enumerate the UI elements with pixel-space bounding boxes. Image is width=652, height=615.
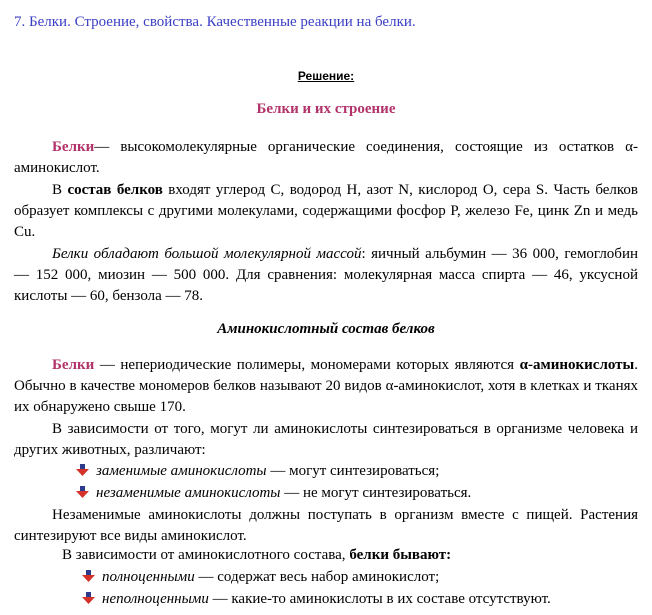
arrow-down-bullet-icon	[76, 486, 89, 499]
list-item	[76, 483, 471, 504]
types-pre: В зависимости от аминокислотного состава,	[62, 547, 350, 563]
mass-italic: Белки обладают большой молекулярной массой	[52, 246, 362, 262]
bullet-text: — содержат весь набор аминокислот;	[194, 569, 440, 585]
arrow-down-bullet-icon	[76, 464, 89, 477]
solution-label: Решение:	[297, 69, 355, 83]
bullet-text: — могут синтезироваться;	[266, 463, 440, 479]
composition-text: входят углерод C, водород H, азот N, кислород O, сера S. Часть белков образует комплексы с другими молекулами, содержащими фосфор P, железо Fe, цинк Zn и медь Cu.	[14, 182, 639, 240]
bullet-term: заменимые аминокислоты	[96, 463, 267, 479]
definition-text: — высокомолекулярные органические соединения, состоящие из остатков α-аминокислот.	[14, 139, 638, 176]
task-title: 7. Белки. Строение, свойства. Качественные реакции на белки.	[14, 14, 416, 30]
section-heading-structure: Белки и их строение	[256, 101, 396, 117]
arrow-down-bullet-icon	[82, 570, 95, 583]
composition-pre: В	[52, 182, 68, 198]
polymers-mid: — непериодические полимеры, мономерами которых являются	[94, 357, 520, 373]
paragraph-definition	[14, 137, 638, 179]
bullet-term: неполноценными	[102, 591, 209, 607]
bullet-text: — не могут синтезироваться.	[280, 485, 472, 501]
list-item	[82, 567, 439, 588]
bullet-term: незаменимые аминокислоты	[96, 485, 281, 501]
paragraph-polymers	[14, 355, 638, 418]
paragraph-mass	[14, 244, 638, 307]
paragraph-essential: Незаменимые аминокислоты должны поступать в организм вместе с пищей. Растения синтезируют все виды аминокислот.	[14, 507, 638, 544]
mass-text: : яичный альбумин — 36 000, гемоглобин — 152 000, миозин — 500 000. Для сравнения: молекулярная масса спирта — 46, уксусной кислоты — 60, бензола — 78.	[14, 246, 638, 304]
composition-bold: состав белков	[67, 182, 163, 198]
amino-acids-bold: α-аминокислоты	[519, 357, 635, 373]
term-proteins: Белки	[52, 139, 95, 155]
polymers-text: . Обычно в качестве мономеров белков называют 20 видов α-аминокислот, хотя в клетках и тканях их обнаружено свыше 170.	[14, 357, 638, 415]
section-heading-amino-composition: Аминокислотный состав белков	[217, 321, 435, 337]
arrow-down-bullet-icon	[82, 592, 95, 605]
bullet-term: полноценными	[102, 569, 195, 585]
types-bold: белки бывают:	[349, 547, 452, 563]
paragraph-composition-types	[14, 545, 638, 566]
list-item	[82, 589, 551, 610]
bullet-text: — какие-то аминокислоты в их составе отсутствуют.	[208, 591, 551, 607]
paragraph-composition	[14, 180, 638, 243]
list-item	[76, 461, 439, 482]
paragraph-synthesis: В зависимости от того, могут ли аминокислоты синтезироваться в организме человека и других животных, различают:	[14, 421, 638, 458]
term-proteins-2: Белки	[52, 357, 95, 373]
